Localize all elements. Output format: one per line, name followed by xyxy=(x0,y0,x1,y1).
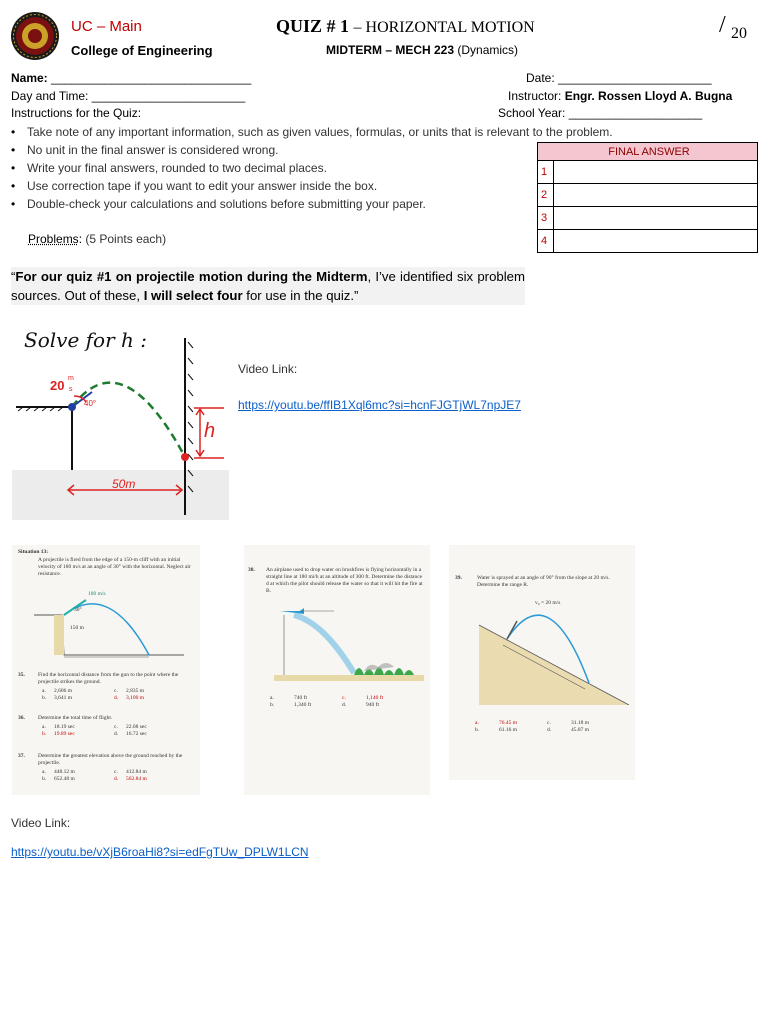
projectile-sketch xyxy=(12,320,229,520)
campus-name: UC – Main xyxy=(71,18,142,35)
score-slash: / xyxy=(719,12,726,38)
q35-number: 35. xyxy=(18,672,25,678)
quote-open: “ xyxy=(11,269,16,284)
q39-text: Water is sprayed at an angle of 90° from the slope at 20 m/s. Determine the range R. xyxy=(477,575,610,588)
option-letter: d. xyxy=(342,702,347,708)
quiz-number: QUIZ # 1 xyxy=(276,16,350,36)
quote-bold-2: I will select four xyxy=(143,288,243,303)
name-label: Name: xyxy=(11,71,48,85)
answer-row xyxy=(538,230,758,253)
instruction-item: • Write your final answers, rounded to two decimal places. xyxy=(9,159,669,177)
problems-label: Problems xyxy=(28,232,79,246)
option-value: 740 ft xyxy=(294,695,307,701)
q39-number: 39. xyxy=(455,575,462,581)
q36-text: Determine the total time of flight. xyxy=(38,715,113,721)
daytime-field[interactable] xyxy=(11,89,245,103)
option-letter: c. xyxy=(114,688,118,694)
sketch-distance: 50m xyxy=(112,477,136,491)
date-field[interactable] xyxy=(526,71,712,85)
sketch-angle: 40° xyxy=(84,399,97,408)
video-link-label-2: Video Link: xyxy=(11,816,71,830)
panel1-angle: 30° xyxy=(74,607,82,613)
course-name: (Dynamics) xyxy=(457,43,519,57)
answer-box[interactable] xyxy=(554,230,758,253)
panel1-height: 150 m xyxy=(70,625,84,631)
option-value: 45.87 m xyxy=(571,727,590,733)
course-line xyxy=(326,43,518,57)
instructor-name: Engr. Rossen Lloyd A. Bugna xyxy=(564,89,733,103)
velocity-unit-top: m xyxy=(68,375,74,382)
option-value: 1,340 ft xyxy=(294,702,312,708)
final-answer-table xyxy=(537,142,758,253)
option-value: 22.08 sec xyxy=(126,724,147,730)
q38-number: 38. xyxy=(248,567,255,573)
option-value: 652.48 m xyxy=(54,776,75,782)
option-letter: c. xyxy=(114,724,118,730)
option-letter: d. xyxy=(114,731,119,737)
problems-heading xyxy=(28,232,166,246)
problems-points: (5 Points each) xyxy=(85,232,167,246)
answer-row xyxy=(538,161,758,184)
option-letter: a. xyxy=(42,724,46,730)
university-seal-logo xyxy=(10,11,60,61)
daytime-line: _______________________ xyxy=(91,89,246,103)
instruction-item: • Take note of any important information, such as given values, formulas, or units that is relevant to the problem. xyxy=(9,123,669,141)
q38-options xyxy=(270,695,420,709)
option-letter: b. xyxy=(270,702,275,708)
answer-row xyxy=(538,207,758,230)
option-value: 19.89 sec xyxy=(54,731,75,737)
answer-box[interactable] xyxy=(554,184,758,207)
answer-box[interactable] xyxy=(554,207,758,230)
option-value: 3,100 m xyxy=(126,695,145,701)
option-value: 3,641 m xyxy=(54,695,73,701)
q37-number: 37. xyxy=(18,753,25,759)
problem-panel-38 xyxy=(244,545,430,795)
q35-text: Find the horizontal distance from the gun to the point where the projectile strikes the ground. xyxy=(38,672,179,685)
option-letter: a. xyxy=(475,720,479,726)
option-letter: b. xyxy=(42,695,47,701)
option-value: 2,835 m xyxy=(126,688,145,694)
instruction-item: • Use correction tape if you want to edit your answer inside the box. xyxy=(9,177,669,195)
panel1-title: Situation 13: xyxy=(18,549,49,555)
answer-number: 4 xyxy=(538,230,554,253)
option-value: 61.16 m xyxy=(499,727,518,733)
college-name: College of Engineering xyxy=(71,43,213,58)
schoolyear-line: ____________________ xyxy=(568,106,703,120)
option-letter: a. xyxy=(270,695,274,701)
answer-number: 3 xyxy=(538,207,554,230)
option-value: 76.45 m xyxy=(499,720,518,726)
answer-number: 1 xyxy=(538,161,554,184)
daytime-label: Day and Time: xyxy=(11,89,89,103)
sketch-height: h xyxy=(204,420,216,442)
instruction-item: • Double-check your calculations and solutions before submitting your paper. xyxy=(9,195,669,213)
option-value: 2,606 m xyxy=(54,688,73,694)
q38-text: An airplane used to drop water on brushfires is flying horizontally in a straight line at 180 mi/h at an altitude of 300 ft. Determine the distance d at which the pilot should release the water so that it will hit the fire at B. xyxy=(266,567,423,594)
name-line: ______________________________ xyxy=(51,71,252,85)
option-letter: c. xyxy=(547,720,551,726)
option-letter: b. xyxy=(42,776,47,782)
panel1-velocity: 180 m/s xyxy=(88,591,106,597)
quote-paragraph xyxy=(11,267,525,305)
quote-middle: , I’ve identified six problem sources. Out of these, xyxy=(11,269,525,303)
quiz-title xyxy=(276,16,535,37)
quote-end: for use in the quiz.” xyxy=(242,288,359,303)
final-answer-header-row xyxy=(538,143,758,161)
instructor-field xyxy=(508,89,732,103)
option-value: 448.12 m xyxy=(54,769,75,775)
option-letter: b. xyxy=(475,727,480,733)
option-letter: d. xyxy=(114,776,119,782)
option-letter: a. xyxy=(42,688,46,694)
score-total: 20 xyxy=(731,25,747,42)
q39-velocity: v₀ = 20 m/s xyxy=(535,600,561,606)
option-letter: a. xyxy=(42,769,46,775)
option-letter: c. xyxy=(114,769,118,775)
problem-panel-situation-13 xyxy=(12,545,200,795)
option-value: 1,140 ft xyxy=(366,695,384,701)
velocity-unit-bottom: s xyxy=(69,386,73,393)
final-answer-header: FINAL ANSWER xyxy=(538,143,758,161)
q37-text: Determine the greatest elevation above the ground reached by the projectile. xyxy=(38,753,183,766)
date-label: Date: xyxy=(526,71,555,85)
video-link-2[interactable]: https://youtu.be/vXjB6roaHi8?si=edFgTUw_DPLW1LCN xyxy=(11,845,309,859)
quiz-topic: – HORIZONTAL MOTION xyxy=(353,19,535,36)
option-value: 31.18 m xyxy=(571,720,590,726)
q37-options xyxy=(42,769,192,783)
course-code: MIDTERM – MECH 223 xyxy=(326,43,455,57)
option-value: 562.84 m xyxy=(126,776,147,782)
option-letter: c. xyxy=(342,695,346,701)
instructor-label: Instructor: xyxy=(508,89,562,103)
q36-options xyxy=(42,724,192,738)
instruction-item: • No unit in the final answer is considered wrong. xyxy=(9,141,669,159)
sketch-title: Solve for h : xyxy=(24,328,147,352)
problems-colon: : xyxy=(78,232,83,246)
schoolyear-field[interactable] xyxy=(498,106,702,120)
q36-number: 36. xyxy=(18,715,25,721)
q39-options xyxy=(475,720,625,734)
option-letter: d. xyxy=(114,695,119,701)
option-letter: d. xyxy=(547,727,552,733)
answer-box[interactable] xyxy=(554,161,758,184)
name-field[interactable] xyxy=(11,71,251,85)
option-value: 18.19 sec xyxy=(54,724,75,730)
option-letter: b. xyxy=(42,731,47,737)
answer-row xyxy=(538,184,758,207)
q35-options xyxy=(42,688,192,702)
velocity-value: 20 xyxy=(50,378,65,393)
video-link-label-1: Video Link: xyxy=(238,362,298,376)
problem-panel-39 xyxy=(449,545,635,780)
option-value: 16.72 sec xyxy=(126,731,147,737)
option-value: 412.84 m xyxy=(126,769,147,775)
answer-number: 2 xyxy=(538,184,554,207)
instructions-heading: Instructions for the Quiz: xyxy=(11,106,142,120)
date-line: _______________________ xyxy=(558,71,712,85)
quote-bold-1: For our quiz #1 on projectile motion during the Midterm xyxy=(15,269,368,284)
sketch-velocity xyxy=(50,378,64,393)
option-value: 940 ft xyxy=(366,702,379,708)
panel1-text: A projectile is fired from the edge of a 150-m cliff with an initial velocity of 180 m/s at an angle of 30° with the horizontal. Neglect air resistance. xyxy=(38,557,191,577)
schoolyear-label: School Year: xyxy=(498,106,566,120)
video-link-1[interactable]: https://youtu.be/ffIB1Xql6mc?si=hcnFJGTjWL7npJE7 xyxy=(238,398,521,412)
